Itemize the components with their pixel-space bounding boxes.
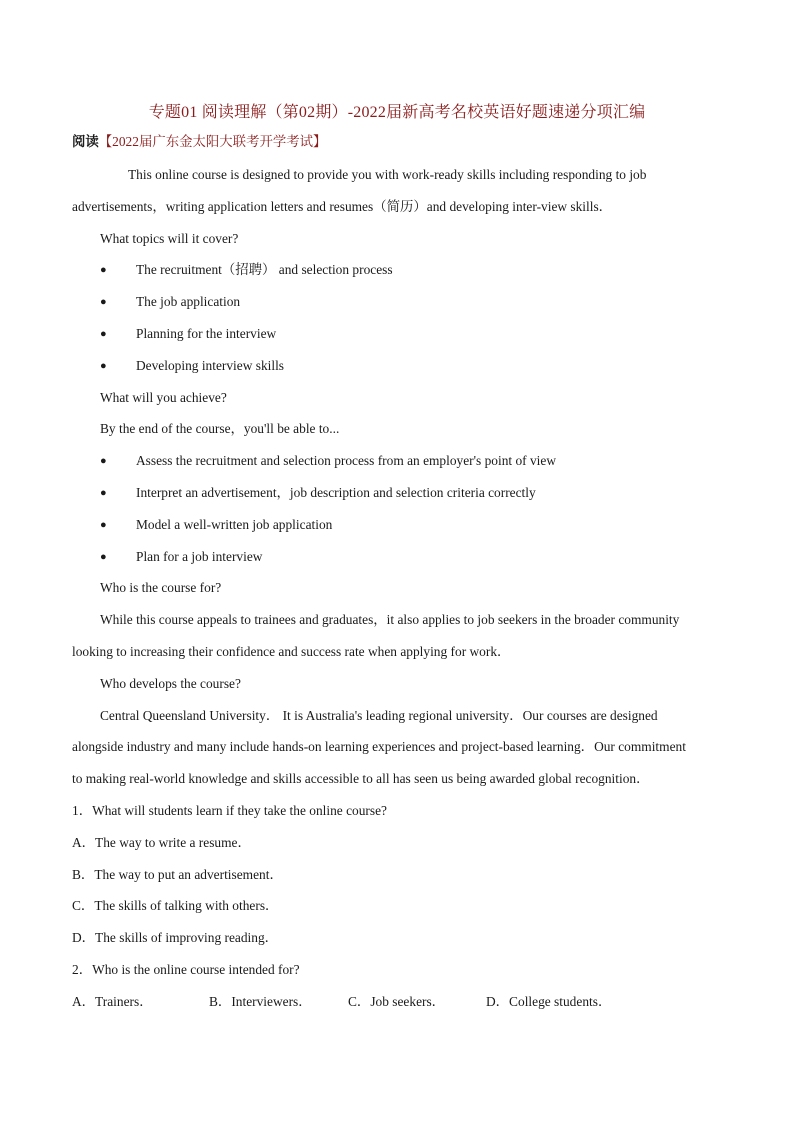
- bullet-icon: ●: [100, 328, 107, 340]
- question-1-option-c: C．The skills of talking with others．: [72, 898, 279, 913]
- topic-item: The recruitment（招聘） and selection process: [136, 262, 393, 277]
- bullet-icon: ●: [100, 296, 107, 308]
- section-label: 阅读: [72, 134, 99, 149]
- question-2-option-b: B．Interviewers．: [209, 994, 312, 1009]
- question-1-option-a: A．The way to write a resume．: [72, 835, 251, 850]
- achievement-item: Interpret an advertisement，job description and selection criteria correctly: [136, 485, 536, 500]
- bullet-icon: ●: [100, 455, 107, 467]
- bullet-icon: ●: [100, 487, 107, 499]
- bullet-icon: ●: [100, 551, 107, 563]
- question-1-stem: 1．What will students learn if they take the online course?: [72, 803, 387, 818]
- question-for: Who is the course for?: [100, 580, 222, 595]
- source-label: 【2022届广东金太阳大联考开学考试】: [98, 134, 327, 149]
- question-1-option-b: B．The way to put an advertisement．: [72, 867, 283, 882]
- for-line-1: While this course appeals to trainees and graduates，it also applies to job seekers in the broader community: [100, 612, 680, 627]
- topic-item: The job application: [136, 294, 241, 309]
- achievement-item: Plan for a job interview: [136, 549, 263, 564]
- achievement-item: Assess the recruitment and selection process from an employer's point of view: [136, 453, 557, 468]
- bullet-icon: ●: [100, 264, 107, 276]
- bullet-icon: ●: [100, 519, 107, 531]
- question-topics: What topics will it cover?: [100, 231, 239, 246]
- document-title: 专题01 阅读理解（第02期）-2022届新高考名校英语好题速递分项汇编: [148, 104, 646, 121]
- topic-item: Developing interview skills: [136, 358, 285, 373]
- question-develops: Who develops the course?: [100, 676, 241, 691]
- question-2-option-d: D．College students．: [486, 994, 612, 1009]
- question-2-option-c: C．Job seekers．: [348, 994, 446, 1009]
- topic-item: Planning for the interview: [136, 326, 277, 341]
- achieve-intro: By the end of the course，you'll be able to...: [100, 421, 340, 436]
- intro-line-1: This online course is designed to provide you with work-ready skills including responding to job: [128, 167, 647, 182]
- section-heading: [72, 133, 326, 151]
- question-achieve: What will you achieve?: [100, 390, 227, 405]
- achievement-item: Model a well-written job application: [136, 517, 333, 532]
- develops-line-3: to making real-world knowledge and skills accessible to all has seen us being awarded global recognition．: [72, 771, 650, 786]
- question-2-option-a: A．Trainers．: [72, 994, 153, 1009]
- for-line-2: looking to increasing their confidence and success rate when applying for work．: [72, 644, 511, 659]
- intro-line-2: advertisements，writing application letters and resumes（简历）and developing inter-view skills．: [72, 199, 613, 214]
- develops-line-1: Central Queensland University． It is Australia's leading regional university．Our courses are designed: [100, 708, 658, 723]
- question-1-option-d: D．The skills of improving reading．: [72, 930, 279, 945]
- bullet-icon: ●: [100, 360, 107, 372]
- develops-line-2: alongside industry and many include hands-on learning experiences and project-based learning．Our commitment: [72, 739, 686, 754]
- question-2-stem: 2．Who is the online course intended for?: [72, 962, 300, 977]
